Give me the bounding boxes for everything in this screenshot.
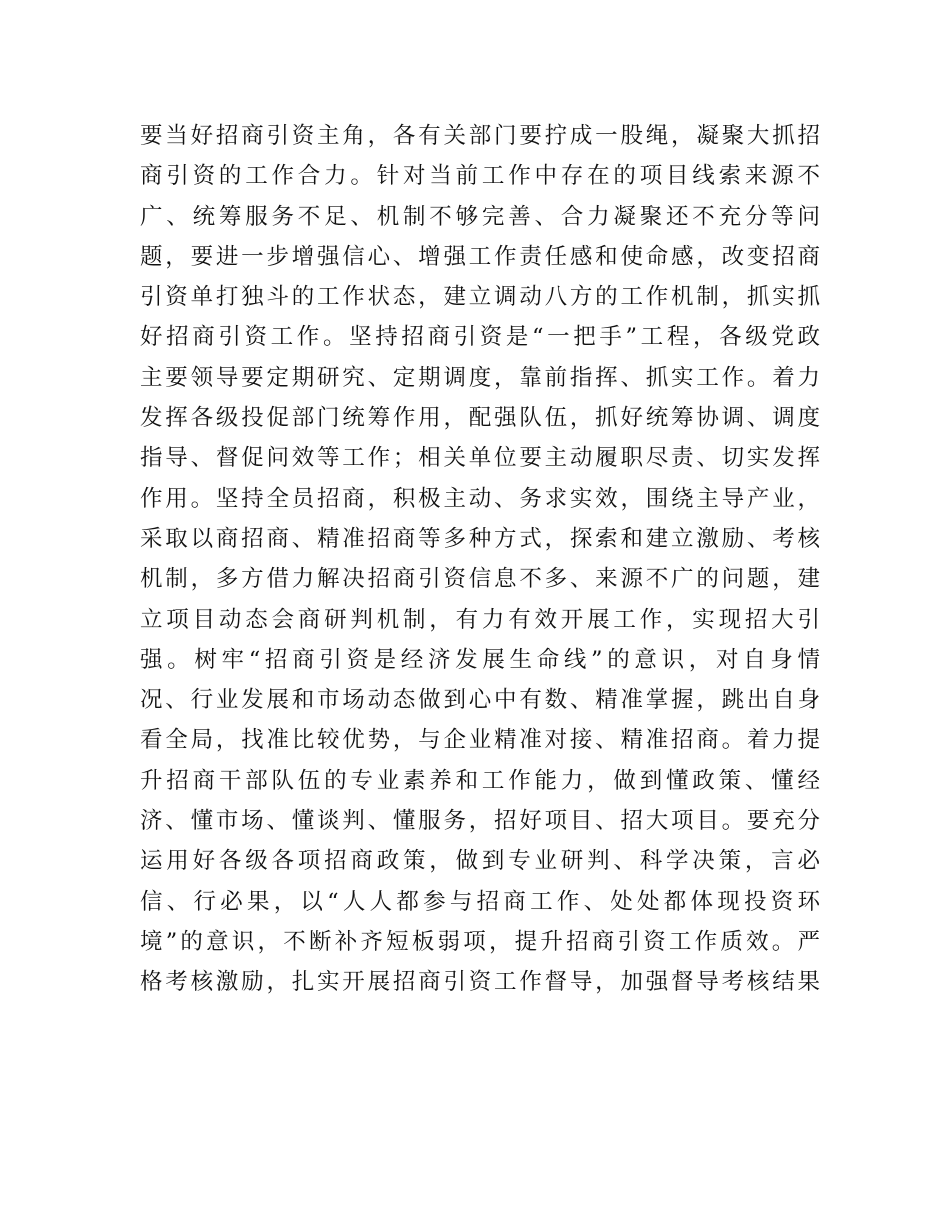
text-line: 境”的意识，不断补齐短板弱项，提升招商引资工作质效。严: [140, 928, 820, 955]
text-line: 采取以商招商、精准招商等多种方式，探索和建立激励、考核: [140, 525, 820, 552]
text-line: 机制，多方借力解决招商引资信息不多、来源不广的问题，建: [140, 566, 820, 593]
body-paragraph: [140, 116, 820, 1003]
text-line: 立项目动态会商研判机制，有力有效开展工作，实现招大引: [140, 606, 820, 633]
text-line: 升招商干部队伍的专业素养和工作能力，做到懂政策、懂经: [140, 767, 820, 794]
text-line: 广、统筹服务不足、机制不够完善、合力凝聚还不充分等问: [140, 203, 820, 230]
text-line: 好招商引资工作。坚持招商引资是“一把手”工程，各级党政: [140, 324, 820, 351]
text-line: 运用好各级各项招商政策，做到专业研判、科学决策，言必: [140, 848, 820, 875]
text-line: 强。树牢“招商引资是经济发展生命线”的意识，对自身情: [140, 646, 820, 673]
text-line: 题，要进一步增强信心、增强工作责任感和使命感，改变招商: [140, 243, 820, 270]
text-line: 济、懂市场、懂谈判、懂服务，招好项目、招大项目。要充分: [140, 808, 820, 835]
text-line: 引资单打独斗的工作状态，建立调动八方的工作机制，抓实抓: [140, 284, 820, 311]
text-line: 指导、督促问效等工作；相关单位要主动履职尽责、切实发挥: [140, 445, 820, 472]
text-line: 作用。坚持全员招商，积极主动、务求实效，围绕主导产业，: [140, 485, 820, 512]
text-line: 商引资的工作合力。针对当前工作中存在的项目线索来源不: [140, 163, 820, 190]
text-line: 发挥各级投促部门统筹作用，配强队伍，抓好统筹协调、调度: [140, 405, 820, 432]
text-line: 主要领导要定期研究、定期调度，靠前指挥、抓实工作。着力: [140, 364, 820, 391]
text-line: 格考核激励，扎实开展招商引资工作督导，加强督导考核结果: [140, 969, 820, 996]
text-line: 信、行必果，以“人人都参与招商工作、处处都体现投资环: [140, 888, 820, 915]
text-line: 要当好招商引资主角，各有关部门要拧成一股绳，凝聚大抓招: [140, 123, 820, 149]
text-line: 看全局，找准比较优势，与企业精准对接、精准招商。着力提: [140, 727, 820, 754]
text-line: 况、行业发展和市场动态做到心中有数、精准掌握，跳出自身: [140, 687, 820, 714]
